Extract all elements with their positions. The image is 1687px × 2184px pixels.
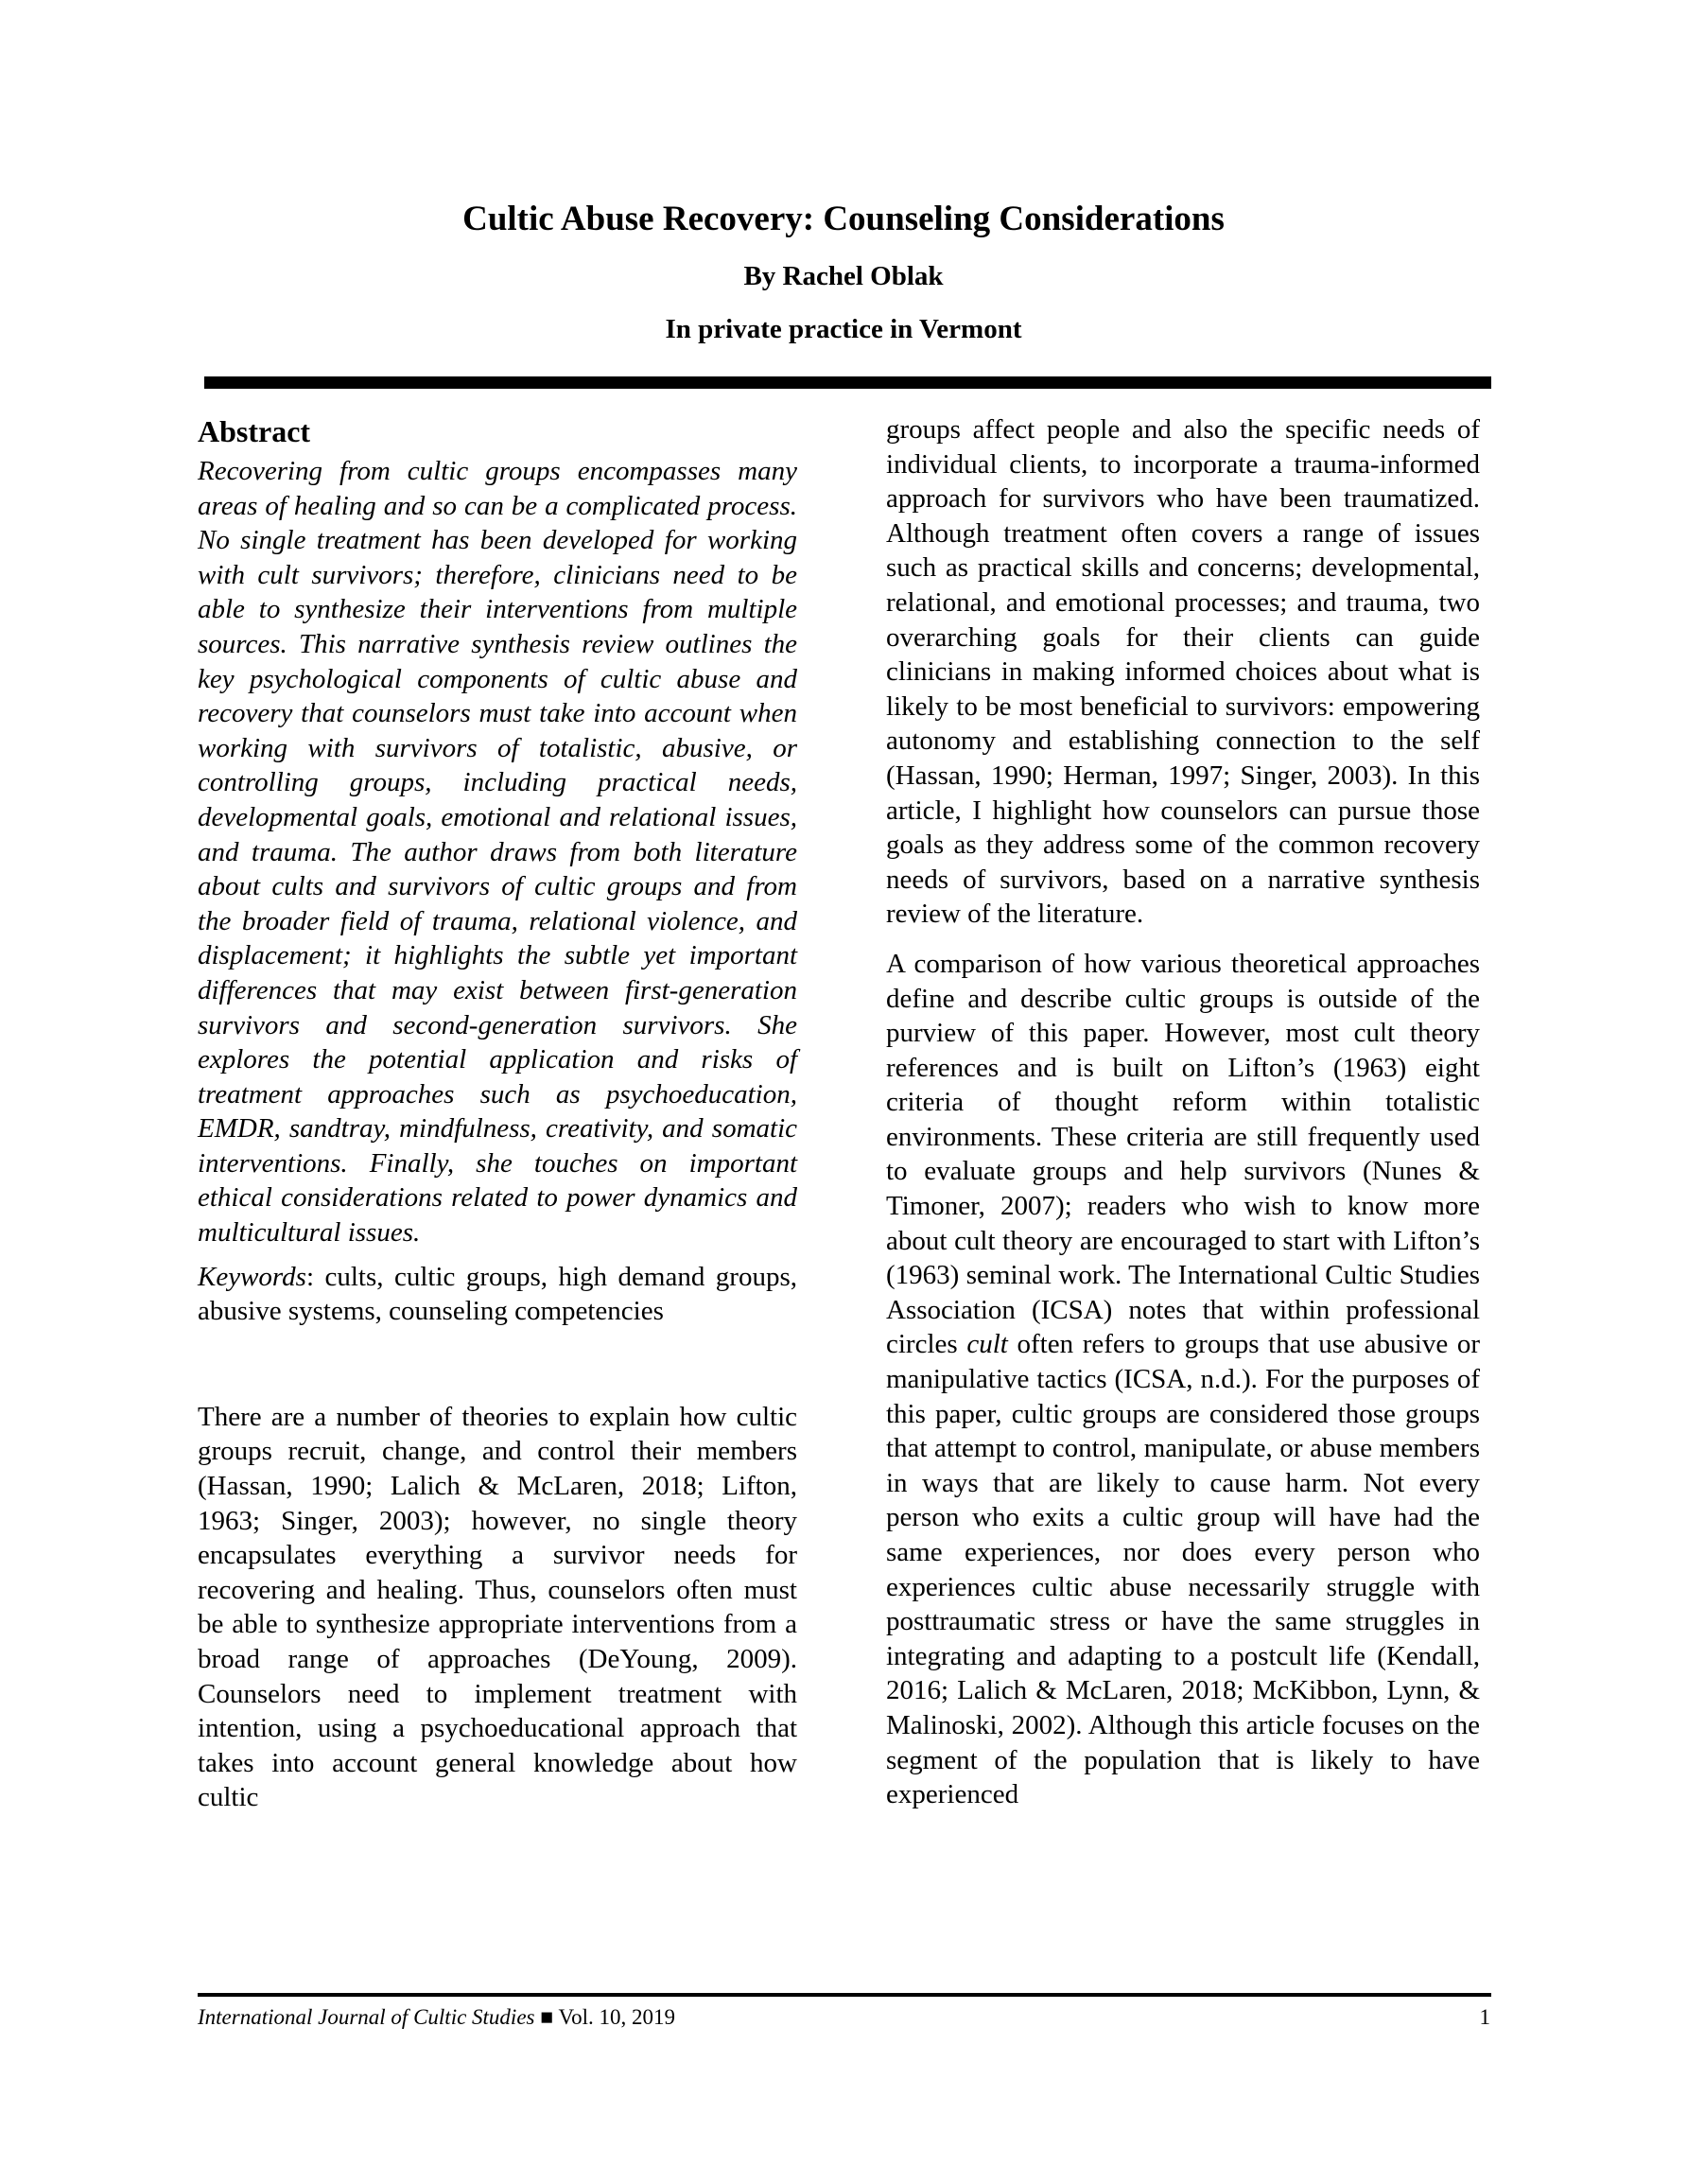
- keywords-list: cults, cultic groups, high demand groups, abusive systems, counseling competencies: [198, 1261, 797, 1327]
- footer-divider: [198, 1993, 1491, 1997]
- journal-volume: Vol. 10, 2019: [558, 2005, 676, 2029]
- body-text: A comparison of how various theoretical approaches define and describe cultic groups is outside of the purview of this paper. However, most cult theory references and is built on Lifton’s (1963) eight criteria of thought reform within totalistic environments. These criteria are still frequently used to evaluate groups and help survivors (Nunes & Timoner, 2007); readers who wish to know more about cult theory are encouraged to start with Lifton’s (1963) seminal work. The International Cultic Studies Association (ICSA) notes that within professional circles: [886, 948, 1480, 1360]
- keywords: [198, 1260, 797, 1329]
- header-divider: [204, 376, 1491, 389]
- author-byline: By Rachel Oblak: [743, 261, 944, 291]
- running-footer: [198, 2003, 675, 2032]
- body-paragraph: groups affect people and also the specific needs of individual clients, to incorporate a trauma-informed approach for survivors who have been traumatized. Although treatment often covers a range of issues such as practical skills and concerns; developmental, relational, and emotional processes; and trauma, two overarching goals for their clients can guide clinicians in making informed choices about what is likely to be most beneficial to survivors: empowering autonomy and establishing connection to the self (Hassan, 1990; Herman, 1997; Singer, 2003). In this article, I highlight how counselors can pursue those goals as they address some of the common recovery needs of survivors, based on a narrative synthesis review of the literature.: [886, 414, 1480, 930]
- page-number: 1: [1479, 2005, 1490, 2029]
- author-affiliation: In private practice in Vermont: [665, 314, 1022, 344]
- abstract-heading: Abstract: [198, 414, 311, 448]
- article-title: Cultic Abuse Recovery: Counseling Considerations: [462, 200, 1225, 238]
- right-column: [886, 412, 1480, 1827]
- journal-name: International Journal of Cultic Studies: [198, 2005, 535, 2029]
- body-text: often refers to groups that use abusive or manipulative tactics (ICSA, n.d.). For the purposes of this paper, cultic groups are considered those groups that attempt to control, manipulate, or abuse members in ways that are likely to cause harm. Not every person who exits a cultic group will have had the same experiences, nor does every person who experiences cultic abuse necessarily struggle with posttraumatic stress or have the same struggles in integrating and adapting to a postcult life (Kendall, 2016; Lalich & McLaren, 2018; McKibbon, Lynn, & Malinoski, 2002). Although this article focuses on the segment of the population that is likely to have experienced: [886, 1329, 1480, 1810]
- body-paragraph: There are a number of theories to explain how cultic groups recruit, change, and control their members (Hassan, 1990; Lalich & McLaren, 2018; Lifton, 1963; Singer, 2003); however, no single theory encapsulates everything a survivor needs for recovering and healing. Thus, counselors often must be able to synthesize appropriate interventions from a broad range of approaches (DeYoung, 2009). Counselors need to implement treatment with intention, using a psychoeducational approach that takes into account general knowledge about how cultic: [198, 1401, 797, 1813]
- body-paragraph: [886, 947, 1480, 1812]
- italic-term: cult: [966, 1329, 1008, 1360]
- left-column: [198, 412, 797, 1830]
- abstract-text: Recovering from cultic groups encompasses many areas of healing and so can be a complicated process. No single treatment has been developed for working with cult survivors; therefore, clinicians need to be able to synthesize their interventions from multiple sources. This narrative synthesis review outlines the key psychological components of cultic abuse and recovery that counselors must take into account when working with survivors of totalistic, abusive, or controlling groups, including practical needs, developmental goals, emotional and relational issues, and trauma. The author draws from both literature about cults and survivors of cultic groups and from the broader field of trauma, relational violence, and displacement; it highlights the subtle yet important differences that may exist between first-generation survivors and second-generation survivors. She explores the potential application and risks of treatment approaches such as psychoeducation, EMDR, sandtray, mindfulness, creativity, and somatic interventions. Finally, she touches on important ethical considerations related to power dynamics and multicultural issues.: [198, 456, 797, 1249]
- footer-separator: ■: [534, 2005, 559, 2029]
- keywords-label: Keywords: [198, 1261, 306, 1292]
- keywords-separator: :: [305, 1261, 325, 1292]
